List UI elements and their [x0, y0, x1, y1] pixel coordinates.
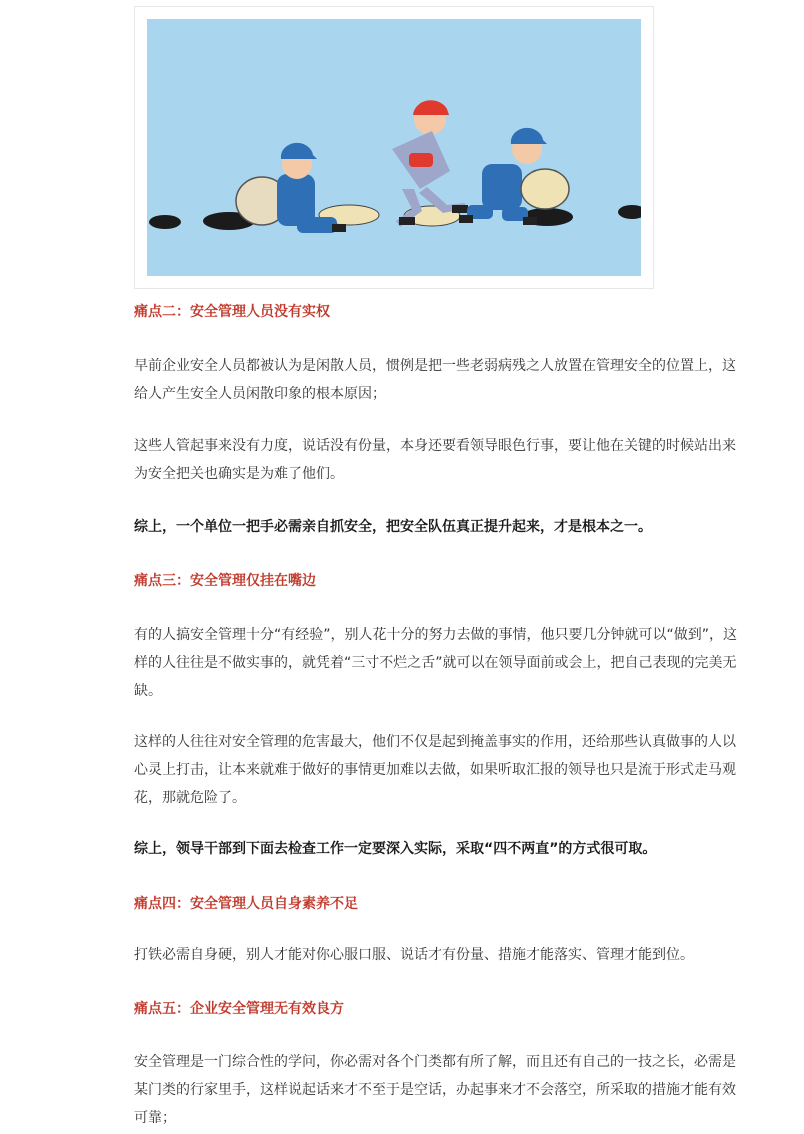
section-2-paragraph-2: 这些人管起事来没有力度，说话没有份量，本身还要看领导眼色行事，要让他在关键的时候站出来为安全把关也确实是为难了他们。	[134, 438, 736, 482]
section-heading-2: 痛点二：安全管理人员没有实权	[134, 304, 330, 320]
section-2-summary: 综上，一个单位一把手必需亲自抓安全，把安全队伍真正提升起来，才是根本之一。	[134, 519, 652, 535]
section-3-paragraph-1: 有的人搞安全管理十分“有经验”，别人花十分的努力去做的事情，他只要几分钟就可以“做到”，这样的人往往是不做实事的，就凭着“三寸不烂之舌”就可以在领导面前或会上，把自己表现的完美无缺。	[134, 627, 738, 699]
section-heading-5: 痛点五：企业安全管理无有效良方	[134, 1001, 344, 1017]
section-5-paragraph-1: 安全管理是一门综合性的学问，你必需对各个门类都有所了解，而且还有自己的一技之长，必需是某门类的行家里手，这样说起话来才不至于是空话，办起事来才不会落空，所采取的措施才能有效可靠；	[134, 1054, 736, 1126]
section-4-paragraph-1: 打铁必需自身硬，别人才能对你心服口服、说话才有份量、措施才能落实、管理才能到位。	[134, 947, 694, 963]
section-2-paragraph-1: 早前企业安全人员都被认为是闲散人员，惯例是把一些老弱病残之人放置在管理安全的位置上，这给人产生安全人员闲散印象的根本原因；	[134, 358, 736, 402]
section-heading-4: 痛点四：安全管理人员自身素养不足	[134, 896, 358, 912]
workers-manhole-illustration	[147, 19, 641, 276]
safety-illustration	[134, 6, 654, 289]
section-3-summary: 综上，领导干部到下面去检查工作一定要深入实际，采取“四不两直”的方式很可取。	[134, 841, 657, 857]
section-heading-3: 痛点三：安全管理仅挂在嘴边	[134, 573, 316, 589]
section-3-paragraph-2: 这样的人往往对安全管理的危害最大，他们不仅是起到掩盖事实的作用，还给那些认真做事的人以心灵上打击，让本来就难于做好的事情更加难以去做，如果听取汇报的领导也只是流于形式走马观花，那就危险了。	[134, 734, 736, 806]
